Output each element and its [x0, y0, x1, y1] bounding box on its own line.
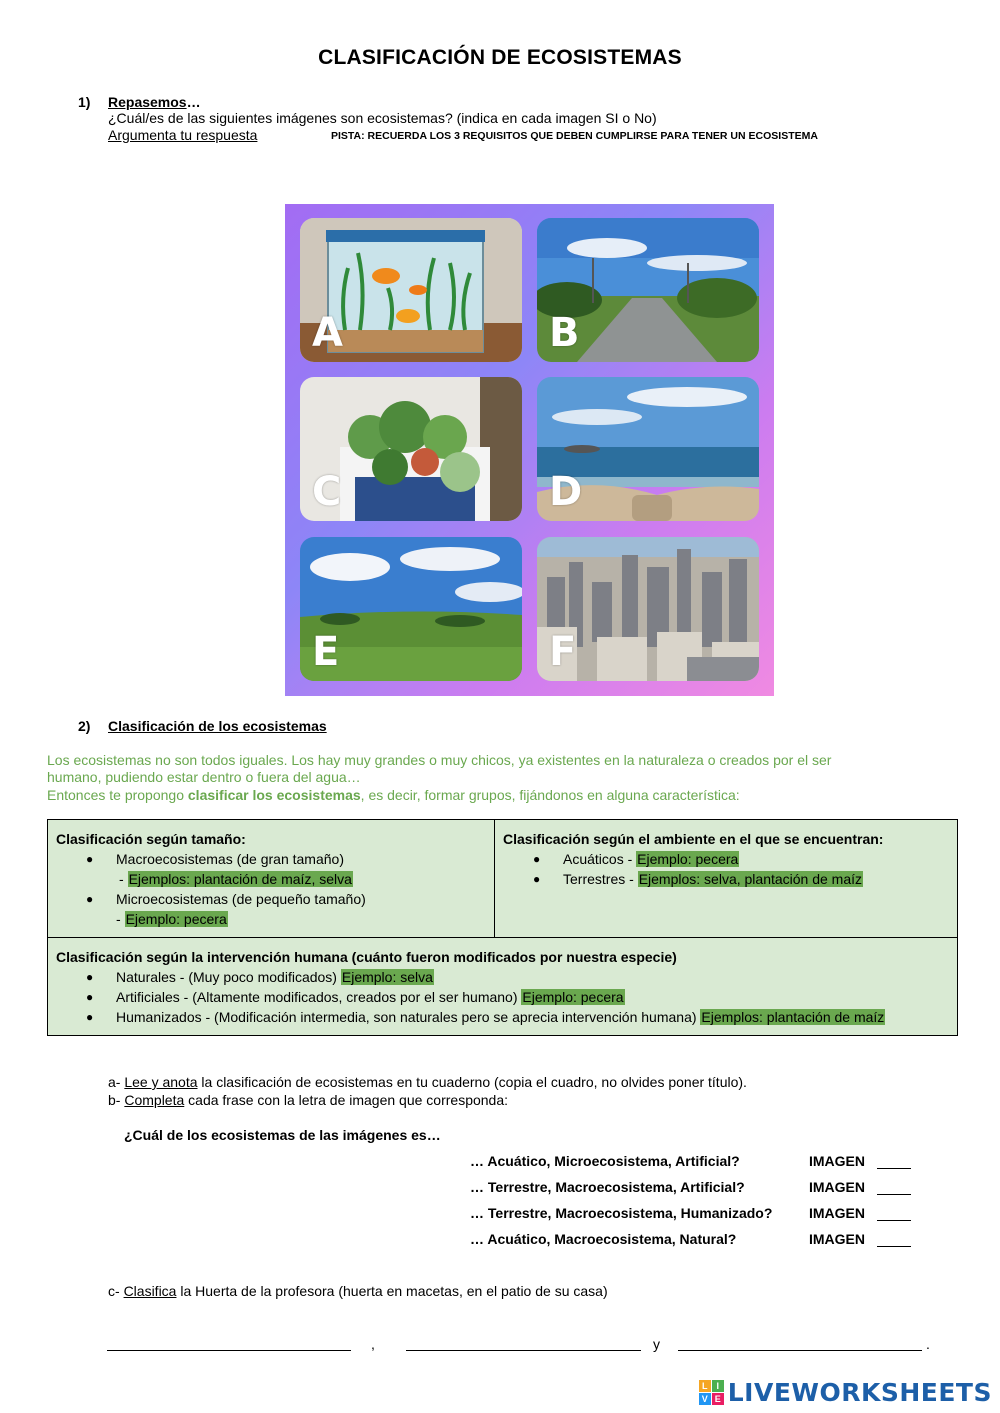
human-heading: Clasificación según la intervención humana (cuánto fueron modificados por nuestra especie): [56, 949, 677, 965]
size-micro-item: ● Microecosistemas (de pequeño tamaño): [56, 889, 486, 909]
hint-text: PISTA: RECUERDA LOS 3 REQUISITOS QUE DEBEN CUMPLIRSE PARA TENER UN ECOSISTEMA: [331, 130, 818, 142]
question-1-answer-blank[interactable]: [877, 1153, 911, 1169]
argument-label: Argumenta tu respuesta: [108, 127, 258, 143]
intro-line-3: [47, 787, 740, 804]
answer-separator-comma: ,: [371, 1336, 375, 1352]
image-tile-e[interactable]: [300, 537, 522, 681]
question-2-answer-blank[interactable]: [877, 1179, 911, 1195]
image-letter-d: D: [549, 469, 583, 515]
question-1-label: IMAGEN: [809, 1153, 865, 1169]
activity-c-link: Clasifica: [123, 1283, 177, 1299]
answer-line-2[interactable]: [406, 1350, 641, 1351]
environment-cell: [495, 820, 958, 938]
size-micro-example-prefix: -: [116, 911, 125, 927]
image-tile-a[interactable]: [300, 218, 522, 362]
size-macro-example-line: [56, 869, 486, 889]
environment-aquatic-item: [503, 849, 949, 869]
question-3-answer-blank[interactable]: [877, 1205, 911, 1221]
artificial-label: Artificiales - (Altamente modificados, creados por el ser humano): [116, 989, 522, 1005]
aquatic-example: Ejemplo: pecera: [637, 851, 739, 867]
activity-a-link: Lee y anota: [124, 1074, 198, 1090]
classification-table: [47, 819, 958, 1036]
activity-c-text: la Huerta de la profesora (huerta en macetas, en el patio de su casa): [176, 1283, 608, 1299]
answer-line-3[interactable]: [678, 1350, 922, 1351]
activity-b-text: cada frase con la letra de imagen que corresponda:: [184, 1092, 509, 1108]
intro-line-3-a: Entonces te propongo: [47, 787, 188, 803]
question-3-label: IMAGEN: [809, 1205, 865, 1221]
size-macro-example: Ejemplos: plantación de maíz, selva: [128, 871, 352, 887]
answer-separator-dot: .: [926, 1336, 930, 1352]
image-letter-b: B: [549, 310, 580, 356]
activity-b: [108, 1092, 508, 1109]
size-macro-example-prefix: -: [119, 871, 128, 887]
section1-heading-suffix: …: [186, 94, 201, 110]
page-title: CLASIFICACIÓN DE ECOSISTEMAS: [318, 46, 682, 69]
humanized-label: Humanizados - (Modificación intermedia, son naturales pero se aprecia intervención humana): [116, 1009, 701, 1025]
size-heading: Clasificación según tamaño:: [56, 831, 246, 847]
image-letter-e: E: [312, 629, 340, 675]
logo-letter-i: I: [712, 1380, 724, 1392]
image-tile-b[interactable]: [537, 218, 759, 362]
humanized-example: Ejemplos: plantación de maíz: [701, 1009, 885, 1025]
section1-question: ¿Cuál/es de las siguientes imágenes son ecosistemas? (indica en cada imagen SI o No): [108, 110, 657, 126]
environment-heading: Clasificación según el ambiente en el que se encuentran:: [503, 831, 884, 847]
image-letter-c: C: [312, 469, 342, 515]
question-heading: ¿Cuál de los ecosistemas de las imágenes es…: [124, 1127, 441, 1143]
terrestrial-label: Terrestres -: [563, 871, 638, 887]
size-macro-item: ● Macroecosistemas (de gran tamaño): [56, 849, 486, 869]
activity-a-text: la clasificación de ecosistemas en tu cuaderno (copia el cuadro, no olvides poner título).: [197, 1074, 747, 1090]
image-tile-c[interactable]: [300, 377, 522, 521]
environment-terrestrial-item: [503, 869, 949, 889]
question-3-text: … Terrestre, Macroecosistema, Humanizado?: [470, 1205, 773, 1221]
terrestrial-example: Ejemplos: selva, plantación de maíz: [638, 871, 863, 887]
question-2-label: IMAGEN: [809, 1179, 865, 1195]
size-micro-example: Ejemplo: pecera: [125, 911, 227, 927]
natural-label: Naturales - (Muy poco modificados): [116, 969, 341, 985]
artificial-example: Ejemplo: pecera: [522, 989, 624, 1005]
live-letters-grid: [699, 1380, 724, 1405]
question-1-text: … Acuático, Microecosistema, Artificial?: [470, 1153, 740, 1169]
section2-number: 2): [78, 718, 91, 734]
intro-line-3-bold: clasificar los ecosistemas: [187, 787, 361, 803]
activity-c-prefix: c-: [108, 1283, 124, 1299]
answer-separator-y: y: [653, 1336, 660, 1352]
logo-text: LIVEWORKSHEETS: [727, 1378, 992, 1407]
logo-letter-e: E: [712, 1393, 724, 1405]
logo-letter-v: V: [699, 1393, 711, 1405]
natural-example: Ejemplo: selva: [341, 969, 433, 985]
question-4-label: IMAGEN: [809, 1231, 865, 1247]
section1-heading: [108, 94, 201, 111]
human-natural-item: [56, 967, 949, 987]
section1-number: 1): [78, 94, 91, 110]
human-intervention-cell: [48, 938, 958, 1036]
ecosystem-images-panel: [285, 204, 774, 696]
section1-heading-text: Repasemos: [108, 94, 187, 110]
human-artificial-item: [56, 987, 949, 1007]
image-tile-d[interactable]: [537, 377, 759, 521]
answer-line-1[interactable]: [107, 1350, 351, 1351]
human-humanized-item: [56, 1007, 949, 1027]
activity-a: [108, 1074, 747, 1091]
image-tile-f[interactable]: [537, 537, 759, 681]
aquatic-label: Acuáticos -: [563, 851, 637, 867]
logo-letter-l: L: [699, 1380, 711, 1392]
size-cell: [48, 820, 495, 938]
question-4-answer-blank[interactable]: [877, 1231, 911, 1247]
intro-line-2: humano, pudiendo estar dentro o fuera del agua…: [47, 769, 361, 785]
activity-b-link: Completa: [124, 1092, 185, 1108]
activity-b-prefix: b-: [108, 1092, 125, 1108]
liveworksheets-logo: [699, 1378, 992, 1407]
activity-a-prefix: a-: [108, 1074, 125, 1090]
question-4-text: … Acuático, Macroecosistema, Natural?: [470, 1231, 737, 1247]
image-letter-f: F: [549, 629, 577, 675]
intro-line-3-b: , es decir, formar grupos, fijándonos en alguna característica:: [360, 787, 740, 803]
intro-line-1: Los ecosistemas no son todos iguales. Los hay muy grandes o muy chicos, ya existentes en la naturaleza o creados por el ser: [47, 752, 832, 768]
image-letter-a: A: [312, 310, 343, 356]
activity-c: [108, 1283, 608, 1300]
question-2-text: … Terrestre, Macroecosistema, Artificial?: [470, 1179, 745, 1195]
size-micro-example-line: [56, 909, 486, 929]
section2-heading: Clasificación de los ecosistemas: [108, 718, 327, 734]
